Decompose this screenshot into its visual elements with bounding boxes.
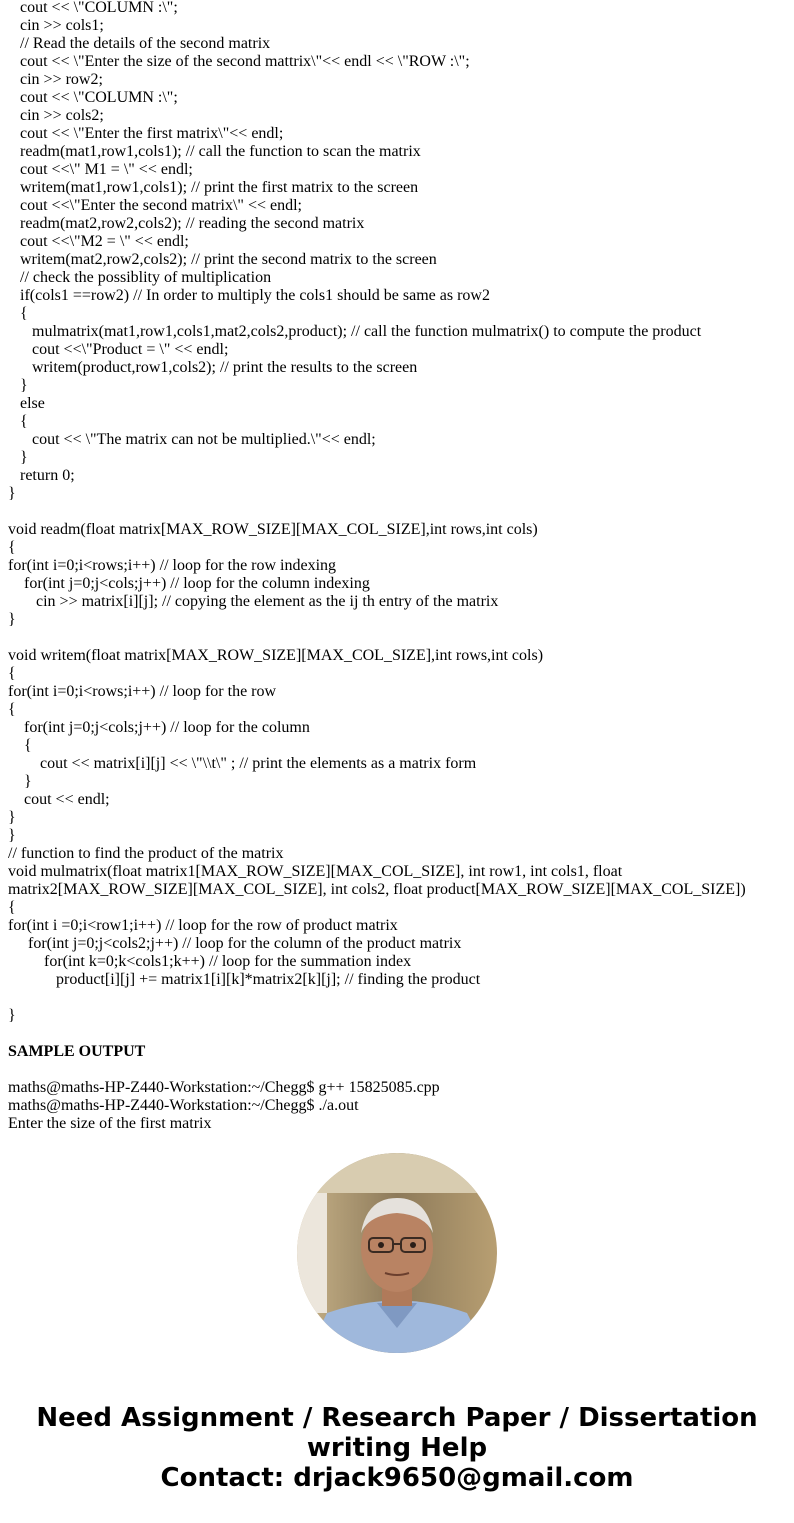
code-line: cin >> cols1; bbox=[8, 17, 104, 34]
code-line: cin >> row2; bbox=[8, 71, 103, 88]
code-line: cout << \"Enter the first matrix\"<< endl; bbox=[8, 125, 284, 142]
code-line: mulmatrix(mat1,row1,cols1,mat2,cols2,product); // call the function mulmatrix() to compute the product bbox=[8, 323, 702, 340]
code-line: cout <<\"Product = \" << endl; bbox=[8, 341, 229, 358]
code-line: cout << \"Enter the size of the second mattrix\"<< endl << \"ROW :\"; bbox=[8, 53, 470, 70]
code-line: cout << \"The matrix can not be multiplied.\"<< endl; bbox=[8, 431, 376, 448]
document-body bbox=[8, 0, 788, 1133]
code-line: // check the possiblity of multiplication bbox=[8, 269, 272, 286]
code-line: for(int k=0;k<cols1;k++) // loop for the summation index bbox=[8, 953, 412, 970]
code-line: { bbox=[8, 737, 32, 754]
code-line: cout <<\"Enter the second matrix\" << endl; bbox=[8, 197, 302, 214]
code-line bbox=[8, 629, 788, 647]
code-line: for(int j=0;j<cols;j++) // loop for the column bbox=[8, 719, 310, 736]
spacer bbox=[8, 1025, 788, 1043]
output-line: maths@maths-HP-Z440-Workstation:~/Chegg$ ./a.out bbox=[8, 1097, 359, 1114]
sample-output-block bbox=[8, 1079, 788, 1133]
code-line: } bbox=[8, 1007, 16, 1024]
code-line: } bbox=[8, 611, 16, 628]
code-line: } bbox=[8, 809, 16, 826]
code-line: readm(mat2,row2,cols2); // reading the second matrix bbox=[8, 215, 365, 232]
footer-banner bbox=[0, 1403, 794, 1493]
code-line: matrix2[MAX_ROW_SIZE][MAX_COL_SIZE], int cols2, float product[MAX_ROW_SIZE][MAX_COL_SIZE]) bbox=[8, 881, 746, 898]
code-line: product[i][j] += matrix1[i][k]*matrix2[k][j]; // finding the product bbox=[8, 971, 481, 988]
code-line: writem(product,row1,cols2); // print the results to the screen bbox=[8, 359, 418, 376]
code-line: // Read the details of the second matrix bbox=[8, 35, 271, 52]
code-line: for(int j=0;j<cols2;j++) // loop for the column of the product matrix bbox=[8, 935, 462, 952]
sample-output-heading: SAMPLE OUTPUT bbox=[8, 1043, 146, 1060]
code-line: cout << matrix[i][j] << \"\\t\" ; // print the elements as a matrix form bbox=[8, 755, 477, 772]
code-line: void writem(float matrix[MAX_ROW_SIZE][MAX_COL_SIZE],int rows,int cols) bbox=[8, 647, 544, 664]
code-line: } bbox=[8, 449, 28, 466]
code-line: } bbox=[8, 773, 32, 790]
code-line: writem(mat2,row2,cols2); // print the second matrix to the screen bbox=[8, 251, 437, 268]
output-line: Enter the size of the first matrix bbox=[8, 1115, 212, 1132]
code-line: void readm(float matrix[MAX_ROW_SIZE][MAX_COL_SIZE],int rows,int cols) bbox=[8, 521, 538, 538]
code-line: readm(mat1,row1,cols1); // call the function to scan the matrix bbox=[8, 143, 421, 160]
footer-contact: Contact: drjack9650@gmail.com bbox=[160, 1463, 634, 1493]
footer-line-2: writing Help bbox=[306, 1433, 488, 1463]
code-line: void mulmatrix(float matrix1[MAX_ROW_SIZE][MAX_COL_SIZE], int row1, int cols1, float bbox=[8, 863, 623, 880]
code-line: return 0; bbox=[8, 467, 75, 484]
author-avatar bbox=[297, 1153, 497, 1353]
spacer bbox=[8, 1061, 788, 1079]
code-line: cin >> cols2; bbox=[8, 107, 104, 124]
code-line: cout << endl; bbox=[8, 791, 110, 808]
code-line: cout << \"COLUMN :\"; bbox=[8, 0, 178, 16]
code-line: { bbox=[8, 701, 16, 718]
code-line: for(int i=0;i<rows;i++) // loop for the row indexing bbox=[8, 557, 337, 574]
footer-line-1: Need Assignment / Research Paper / Dissertation bbox=[36, 1403, 758, 1433]
code-line: { bbox=[8, 413, 28, 430]
code-line: if(cols1 ==row2) // In order to multiply the cols1 should be same as row2 bbox=[8, 287, 490, 304]
code-line: // function to find the product of the matrix bbox=[8, 845, 284, 862]
output-line: maths@maths-HP-Z440-Workstation:~/Chegg$ g++ 15825085.cpp bbox=[8, 1079, 440, 1096]
code-line: cout << \"COLUMN :\"; bbox=[8, 89, 178, 106]
code-line: for(int i=0;i<rows;i++) // loop for the row bbox=[8, 683, 277, 700]
code-line: cout <<\"M2 = \" << endl; bbox=[8, 233, 189, 250]
code-line bbox=[8, 503, 788, 521]
code-line: cout <<\" M1 = \" << endl; bbox=[8, 161, 193, 178]
code-line: for(int i =0;i<row1;i++) // loop for the row of product matrix bbox=[8, 917, 398, 934]
code-line: writem(mat1,row1,cols1); // print the first matrix to the screen bbox=[8, 179, 419, 196]
code-block bbox=[8, 0, 788, 1025]
code-line: } bbox=[8, 827, 16, 844]
code-line: { bbox=[8, 539, 16, 556]
code-line: for(int j=0;j<cols;j++) // loop for the column indexing bbox=[8, 575, 370, 592]
code-line: } bbox=[8, 377, 28, 394]
code-line: { bbox=[8, 305, 28, 322]
portrait-image bbox=[297, 1153, 497, 1353]
code-line bbox=[8, 989, 788, 1007]
code-line: { bbox=[8, 665, 16, 682]
code-line: cin >> matrix[i][j]; // copying the element as the ij th entry of the matrix bbox=[8, 593, 499, 610]
code-line: else bbox=[8, 395, 45, 412]
code-line: { bbox=[8, 899, 16, 916]
code-line: } bbox=[8, 485, 16, 502]
